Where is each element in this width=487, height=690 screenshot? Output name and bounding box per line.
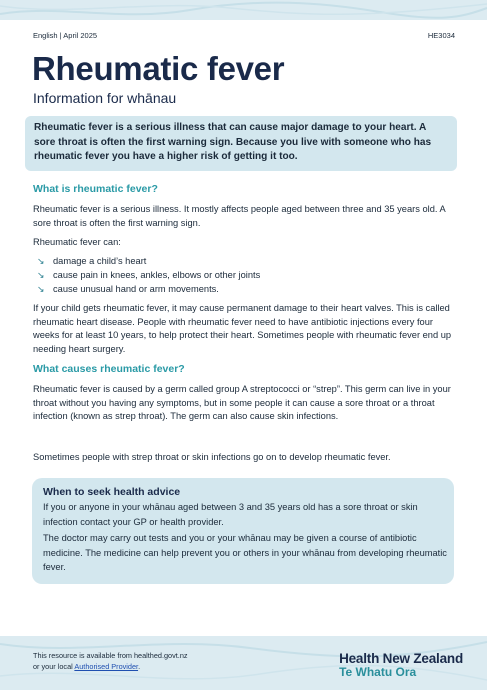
arrow-bullet-icon: ↘: [37, 284, 45, 294]
list-item: ↘ cause unusual hand or arm movements.: [37, 284, 219, 294]
section-heading-what-is: What is rheumatic fever?: [33, 183, 158, 195]
intro-callout: Rheumatic fever is a serious illness that can cause major damage to your heart. A sore throat is often the first warning sign. Because you live with someone who has rheumatic fever you have a higher risk of getting it too.: [25, 116, 457, 171]
page-title: Rheumatic fever: [32, 50, 285, 87]
band-pattern-graphic: [0, 0, 487, 20]
document-code: HE3034: [427, 31, 455, 40]
section2-paragraph-1: Rheumatic fever is caused by a germ called group A streptococci or “strep”. This germ can live in your throat without you having any symptoms, but in some people it can cause a sore throat or a throat infection (known as strep throat). The germ can also cause skin infections.: [33, 384, 451, 422]
footer: [0, 636, 487, 690]
list-item: ↘ cause pain in knees, ankles, elbows or other joints: [37, 270, 261, 280]
section1-paragraph-2: Rheumatic fever can:: [33, 237, 121, 247]
advice-heading: When to seek health advice: [43, 486, 181, 498]
section-heading-what-causes: What causes rheumatic fever?: [33, 363, 185, 375]
advice-paragraph-1: If you or anyone in your whānau aged between 3 and 35 years old has a sore throat or skin infection contact your GP or health provider.: [43, 502, 418, 527]
symptom-list: [37, 254, 260, 296]
authorised-provider-link[interactable]: Authorised Provider: [74, 662, 139, 671]
arrow-bullet-icon: ↘: [37, 256, 45, 266]
footer-availability-text: This resource is available from healthed.govt.nz or your local Authorised Provider.: [33, 651, 188, 671]
page-subtitle: Information for whānau: [33, 90, 177, 106]
advice-paragraph-2: The doctor may carry out tests and you or your whānau may be given a course of antibiotic medicine. The medicine can help prevent you or others in your whānau from developing rheumatic fever.: [43, 533, 447, 572]
list-item: ↘ damage a child’s heart: [37, 256, 147, 266]
section1-paragraph-1: Rheumatic fever is a serious illness. It mostly affects people aged between three and 35 years old. A sore throat is often the first warning sign.: [33, 204, 446, 228]
brand-logo: [339, 651, 463, 679]
language-date: English | April 2025: [33, 31, 98, 40]
section1-paragraph-3: If your child gets rheumatic fever, it may cause permanent damage to their heart valves. This is called rheumatic heart disease. People with rheumatic fever need to have antibiotic injections every four weeks for at least 10 years, to help protect their heart. Sometimes people with rheumatic fever end up needing heart surgery.: [33, 303, 452, 354]
section2-paragraph-2: Sometimes people with strep throat or skin infections go on to develop rheumatic fever.: [33, 452, 391, 462]
brand-name: Health New Zealand: [339, 651, 463, 666]
arrow-bullet-icon: ↘: [37, 270, 45, 280]
brand-subtitle: Te Whatu Ora: [339, 665, 417, 679]
top-decorative-band: [0, 0, 487, 20]
